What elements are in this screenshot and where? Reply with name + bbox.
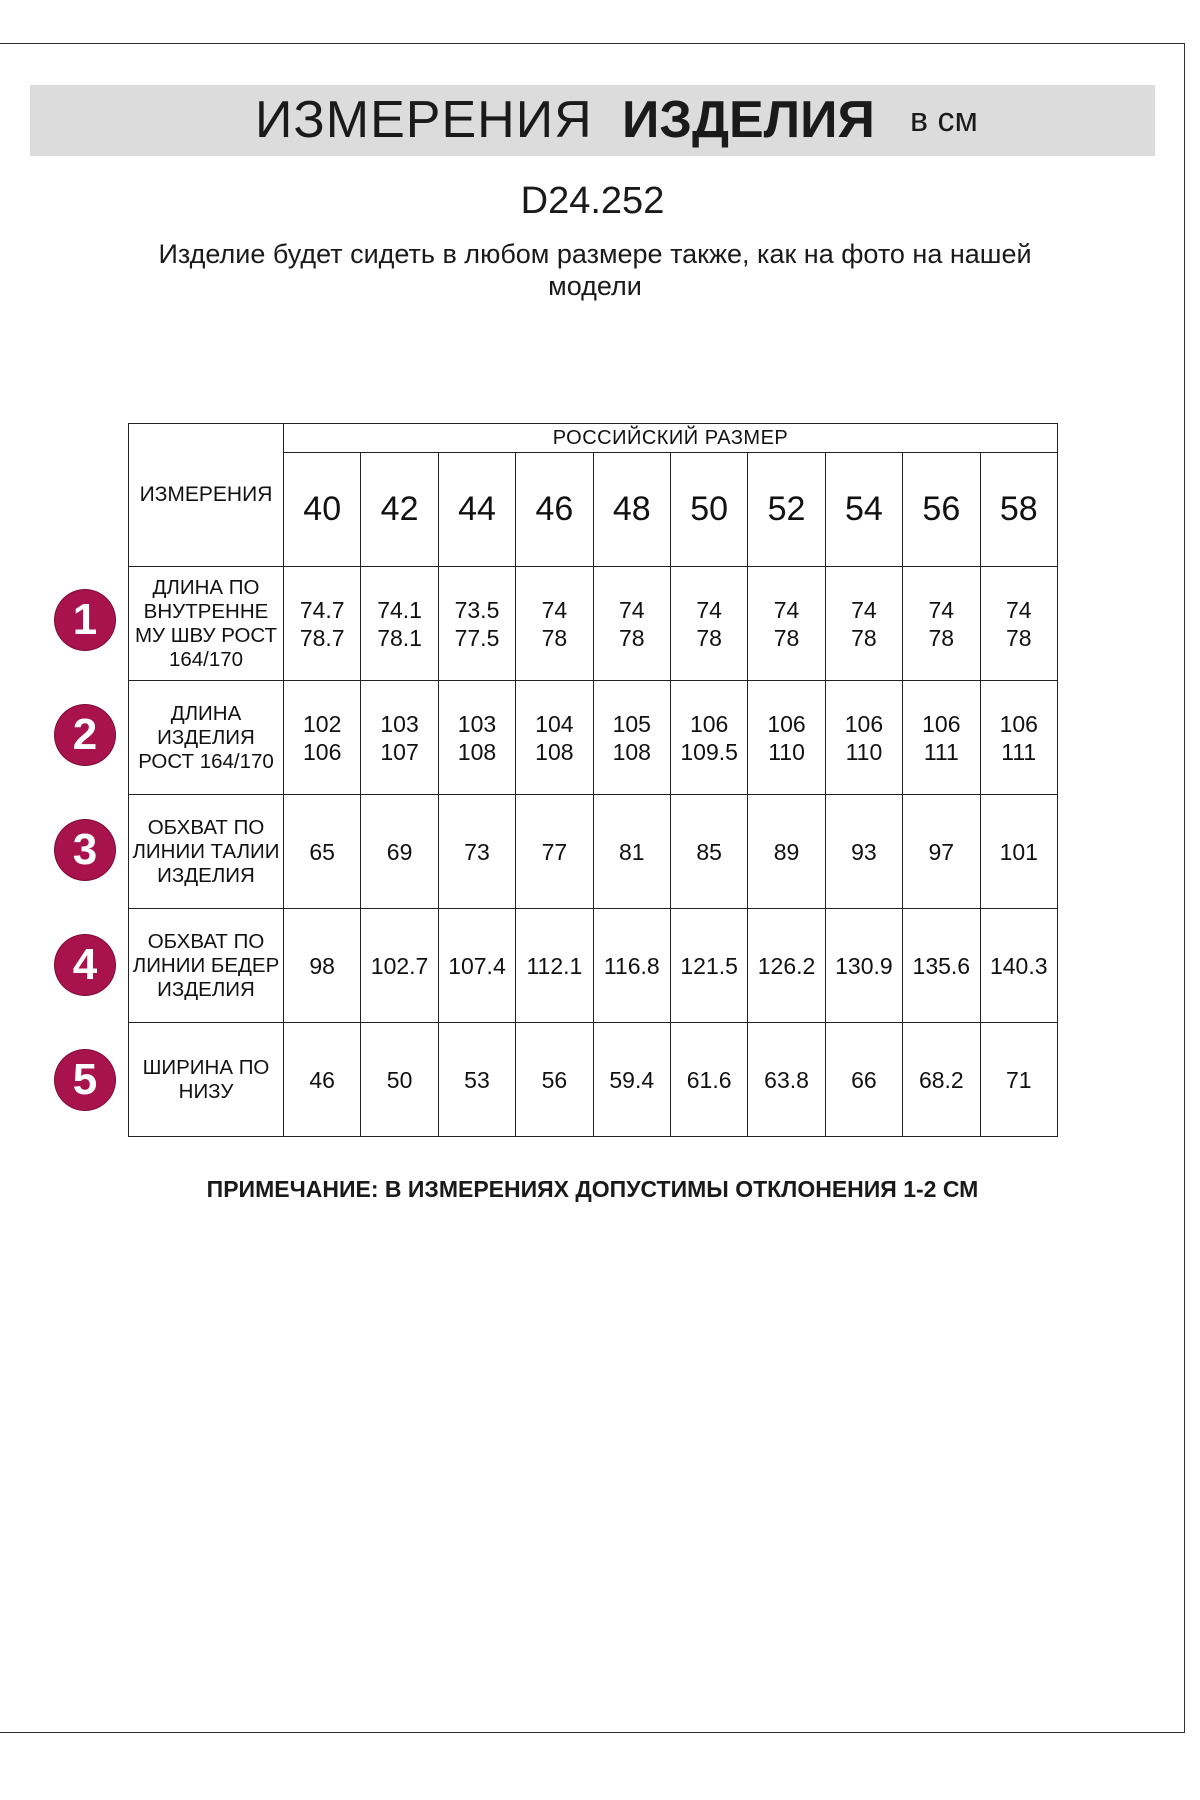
- table-cell: [670, 681, 747, 795]
- table-cell: [516, 1023, 593, 1137]
- note: ПРИМЕЧАНИЕ: В ИЗМЕРЕНИЯХ ДОПУСТИМЫ ОТКЛОНЕНИЯ 1-2 СМ: [206, 1176, 979, 1202]
- table-cell: [516, 795, 593, 909]
- table-cell: [748, 567, 825, 681]
- table-cell: [361, 909, 438, 1023]
- cell-value: 56: [541, 1066, 568, 1093]
- cell-value: 71: [1005, 1066, 1032, 1093]
- cell-value: 74: [851, 596, 877, 623]
- cell-value: 106: [844, 710, 884, 737]
- table-cell: [438, 1023, 515, 1137]
- size-header-cell: 54: [825, 453, 902, 567]
- cell-value: 140.3: [989, 952, 1048, 979]
- subtitle: Изделие будет сидеть в любом размере также, как на фото на нашей модели: [158, 239, 1032, 301]
- table-cell: [748, 681, 825, 795]
- table-cell: [361, 795, 438, 909]
- table-cell: [825, 1023, 902, 1137]
- row-number-badge: 2: [55, 705, 115, 765]
- cell-value: 103: [457, 710, 497, 737]
- cell-value: 106: [767, 710, 806, 737]
- cell-value: 69: [386, 838, 413, 865]
- table-cell: [438, 681, 515, 795]
- cell-value: 112.1: [526, 952, 583, 979]
- cell-value: 105: [612, 710, 651, 737]
- size-header-cell: 50: [670, 453, 747, 567]
- size-header-cell: 46: [516, 453, 593, 567]
- cell-value: 77.5: [454, 624, 500, 651]
- cell-value: 78.1: [377, 624, 422, 651]
- table-cell: [980, 681, 1057, 795]
- cell-value: 50: [386, 1066, 413, 1093]
- table-cell: [825, 795, 902, 909]
- cell-value: 78: [928, 624, 955, 651]
- cell-value: 135.6: [912, 952, 971, 979]
- size-header-cell: 40: [284, 453, 361, 567]
- size-table: [128, 423, 1058, 1137]
- table-cell: [284, 1023, 361, 1137]
- cell-value: 85: [696, 838, 722, 865]
- cell-value: 106: [999, 710, 1038, 737]
- size-header-cell: 56: [903, 453, 980, 567]
- cell-value: 106: [689, 710, 729, 737]
- row-number-badge: 1: [55, 590, 115, 650]
- table-cell: [748, 909, 825, 1023]
- table-cell: [438, 795, 515, 909]
- row-label: ДЛИНА ПО ВНУТРЕННЕ МУ ШВУ РОСТ 164/170: [129, 567, 284, 681]
- cell-value: 110: [768, 738, 805, 765]
- title-bold: ИЗДЕЛИЯ: [622, 91, 875, 149]
- table-cell: [980, 1023, 1057, 1137]
- row-label: ОБХВАТ ПО ЛИНИИ БЕДЕР ИЗДЕЛИЯ: [129, 909, 284, 1023]
- cell-value: 126.2: [757, 952, 816, 979]
- cell-value: 108: [535, 738, 574, 765]
- cell-value: 74: [1005, 596, 1032, 623]
- table-cell: [516, 681, 593, 795]
- table-cell: [593, 567, 670, 681]
- row-number-badge: 4: [55, 935, 115, 995]
- cell-value: 78: [618, 624, 645, 651]
- cell-value: 111: [923, 738, 959, 765]
- table-cell: [825, 681, 902, 795]
- cell-value: 93: [851, 838, 877, 865]
- table-row: [129, 795, 1058, 909]
- product-code: D24.252: [520, 180, 665, 222]
- title-main: ИЗМЕРЕНИЯ: [255, 91, 593, 149]
- table-cell: [361, 681, 438, 795]
- cell-value: 53: [464, 1066, 490, 1093]
- table-cell: [516, 567, 593, 681]
- cell-value: 110: [845, 738, 883, 765]
- cell-value: 107.4: [448, 952, 506, 979]
- cell-value: 108: [612, 738, 651, 765]
- cell-value: 66: [851, 1066, 877, 1093]
- table-cell: [748, 795, 825, 909]
- cell-value: 46: [309, 1066, 335, 1093]
- cell-value: 59.4: [609, 1066, 655, 1093]
- size-header-cell: 58: [980, 453, 1057, 567]
- table-cell: [361, 567, 438, 681]
- table-cell: [980, 567, 1057, 681]
- table-cell: [980, 795, 1057, 909]
- table-row: [129, 909, 1058, 1023]
- cell-value: 104: [535, 710, 574, 737]
- table-cell: [593, 681, 670, 795]
- cell-value: 102: [303, 710, 342, 737]
- table-cell: [670, 909, 747, 1023]
- row-label: ШИРИНА ПО НИЗУ: [129, 1023, 284, 1137]
- cell-value: 109.5: [680, 738, 738, 765]
- size-system-header: РОССИЙСКИЙ РАЗМЕР: [284, 424, 1058, 453]
- table-cell: [825, 909, 902, 1023]
- table-cell: [284, 567, 361, 681]
- cell-value: 108: [457, 738, 497, 765]
- size-header-cell: 44: [438, 453, 515, 567]
- size-header-cell: 42: [361, 453, 438, 567]
- cell-value: 74: [773, 596, 800, 623]
- table-row: [129, 681, 1058, 795]
- cell-value: 78: [1005, 624, 1032, 651]
- cell-value: 74: [618, 596, 645, 623]
- cell-value: 97: [928, 838, 955, 865]
- cell-value: 74: [928, 596, 955, 623]
- measure-header: ИЗМЕРЕНИЯ: [129, 424, 284, 567]
- cell-value: 78.7: [299, 624, 345, 651]
- table-cell: [361, 1023, 438, 1137]
- cell-value: 77: [541, 838, 568, 865]
- title-unit: в см: [910, 101, 978, 139]
- table-cell: [903, 909, 980, 1023]
- cell-value: 89: [773, 838, 800, 865]
- table-cell: [825, 567, 902, 681]
- table-cell: [438, 567, 515, 681]
- cell-value: 65: [309, 838, 335, 865]
- table-cell: [903, 795, 980, 909]
- cell-value: 106: [303, 738, 342, 765]
- table-row: [129, 1023, 1058, 1137]
- table-row: [129, 567, 1058, 681]
- row-label: ДЛИНА ИЗДЕЛИЯ РОСТ 164/170: [129, 681, 284, 795]
- cell-value: 74.1: [377, 596, 422, 623]
- cell-value: 73: [464, 838, 490, 865]
- table-cell: [670, 795, 747, 909]
- cell-value: 98: [309, 952, 335, 979]
- table-cell: [593, 795, 670, 909]
- cell-value: 73.5: [454, 596, 500, 623]
- cell-value: 74: [541, 596, 568, 623]
- cell-value: 81: [618, 838, 645, 865]
- row-label: ОБХВАТ ПО ЛИНИИ ТАЛИИ ИЗДЕЛИЯ: [129, 795, 284, 909]
- table-cell: [593, 909, 670, 1023]
- table-cell: [284, 795, 361, 909]
- cell-value: 74.7: [299, 596, 345, 623]
- cell-value: 68.2: [918, 1066, 964, 1093]
- cell-value: 78: [541, 624, 568, 651]
- cell-value: 78: [773, 624, 800, 651]
- table-cell: [284, 681, 361, 795]
- table-cell: [980, 909, 1057, 1023]
- size-header-cell: 52: [748, 453, 825, 567]
- cell-value: 61.6: [686, 1066, 732, 1093]
- table-cell: [516, 909, 593, 1023]
- cell-value: 63.8: [764, 1066, 809, 1093]
- cell-value: 111: [1001, 738, 1037, 765]
- cell-value: 78: [696, 624, 722, 651]
- table-cell: [593, 1023, 670, 1137]
- cell-value: 106: [922, 710, 961, 737]
- cell-value: 101: [999, 838, 1038, 865]
- cell-value: 130.9: [835, 952, 893, 979]
- table-cell: [670, 567, 747, 681]
- cell-value: 121.5: [680, 952, 738, 979]
- cell-value: 107: [380, 738, 419, 765]
- table-cell: [670, 1023, 747, 1137]
- table-cell: [903, 681, 980, 795]
- table-cell: [284, 909, 361, 1023]
- row-number-badge: 5: [55, 1050, 115, 1110]
- table-cell: [748, 1023, 825, 1137]
- cell-value: 116.8: [603, 952, 660, 979]
- cell-value: 78: [851, 624, 877, 651]
- cell-value: 103: [380, 710, 419, 737]
- table-cell: [438, 909, 515, 1023]
- size-header-cell: 48: [593, 453, 670, 567]
- table-cell: [903, 567, 980, 681]
- cell-value: 102.7: [370, 952, 429, 979]
- cell-value: 74: [696, 596, 722, 623]
- row-number-badge: 3: [55, 820, 115, 880]
- table-cell: [903, 1023, 980, 1137]
